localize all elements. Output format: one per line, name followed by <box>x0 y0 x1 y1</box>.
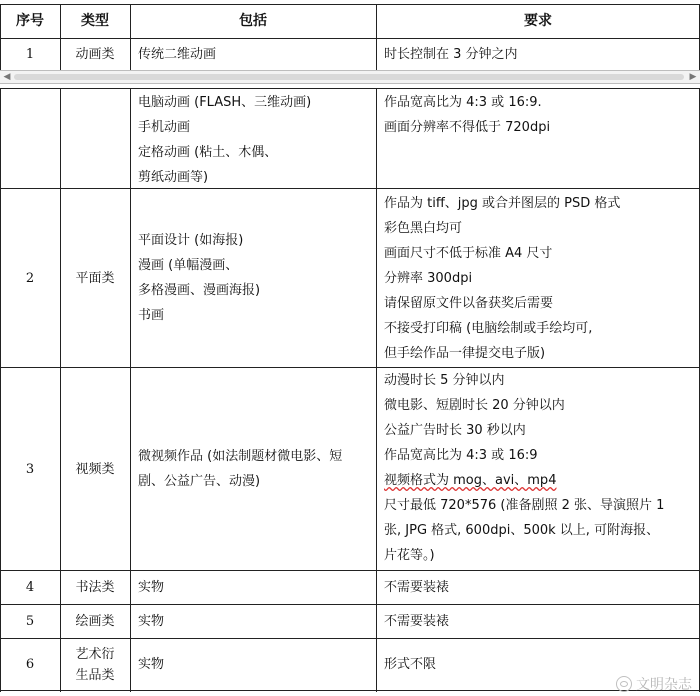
include-item: 多格漫画、漫画海报) <box>138 283 261 298</box>
table-row <box>0 367 700 570</box>
row-requirements: 不需要装裱 <box>384 580 450 595</box>
header-no: 序号 <box>16 13 44 29</box>
row-type: 书法类 <box>75 580 115 595</box>
table-row <box>0 604 700 638</box>
row-type: 视频类 <box>75 461 115 477</box>
table-row <box>0 38 700 70</box>
header-requirements: 要求 <box>524 13 552 29</box>
grid-line <box>130 4 131 70</box>
row-requirements: 不需要装裱 <box>384 614 450 629</box>
requirement-item: 视频格式为 mog、avi、mp4 <box>384 473 557 488</box>
include-item: 漫画 (单幅漫画、 <box>138 258 239 273</box>
requirement-item: 张, JPG 格式, 600dpi、500k 以上, 可附海报、 <box>384 523 660 538</box>
requirement-item: 作品宽高比为 4:3 或 16:9. <box>384 95 542 110</box>
requirement-item: 作品宽高比为 4:3 或 16:9 <box>384 448 538 463</box>
row-includes: 实物 <box>138 657 165 672</box>
row-includes <box>130 189 376 367</box>
row-requirements: 时长控制在 3 分钟之内 <box>384 47 518 62</box>
row-number <box>0 89 60 188</box>
requirement-item: 但手绘作品一律提交电子版) <box>384 345 546 361</box>
row-number: 1 <box>25 47 35 62</box>
watermark <box>616 674 692 694</box>
watermark-text: 文明杂志 <box>636 677 692 693</box>
arrow-left-icon[interactable]: ◀ <box>3 72 11 82</box>
include-item: 微视频作品 (如法制题材微电影、短 <box>138 449 343 464</box>
requirement-item: 动漫时长 5 分钟以内 <box>384 373 505 388</box>
row-includes: 实物 <box>138 580 165 595</box>
row-includes <box>130 89 376 188</box>
requirement-item: 请保留原文件以备获奖后需要 <box>384 295 554 311</box>
table-row <box>0 88 700 188</box>
row-includes: 传统二维动画 <box>138 47 217 62</box>
row-type: 动画类 <box>75 47 115 62</box>
grid-line <box>60 88 61 692</box>
arrow-right-icon[interactable]: ▶ <box>689 72 697 82</box>
include-item: 剪纸动画等) <box>138 170 209 185</box>
grid-line <box>130 88 131 692</box>
row-number: 4 <box>25 580 35 595</box>
grid-line <box>376 4 377 70</box>
include-item: 剧、公益广告、动漫) <box>138 474 261 489</box>
row-type: 平面类 <box>75 270 115 286</box>
requirement-item: 画面尺寸不低于标准 A4 尺寸 <box>384 245 553 261</box>
include-item: 电脑动画 (FLASH、三维动画) <box>138 95 312 110</box>
row-type <box>60 639 130 690</box>
row-requirements: 形式不限 <box>384 657 437 672</box>
requirement-item: 片花等。) <box>384 548 435 563</box>
include-item: 平面设计 (如海报) <box>138 233 244 248</box>
requirement-item: 尺寸最低 720*576 (准备剧照 2 张、导演照片 1 <box>384 498 665 513</box>
requirement-item: 不接受打印稿 (电脑绘制或手绘均可, <box>384 320 593 336</box>
row-number: 2 <box>25 270 35 286</box>
include-item: 定格动画 (粘土、木偶、 <box>138 145 278 160</box>
requirement-item: 分辨率 300dpi <box>384 270 473 286</box>
table-row <box>0 570 700 604</box>
type-line: 生品类 <box>75 667 115 683</box>
type-line: 艺术衍 <box>75 646 115 662</box>
requirement-item: 彩色黑白均可 <box>384 220 463 236</box>
header-includes: 包括 <box>239 13 267 29</box>
grid-line <box>0 4 1 70</box>
requirement-item: 画面分辨率不得低于 720dpi <box>384 120 551 135</box>
weibo-icon <box>616 676 632 692</box>
grid-line <box>376 88 377 692</box>
row-requirements <box>376 189 700 367</box>
requirement-item: 微电影、短剧时长 20 分钟以内 <box>384 398 565 413</box>
table-header <box>0 4 700 38</box>
table-row <box>0 638 700 691</box>
row-number: 3 <box>25 461 35 477</box>
row-requirements <box>376 89 700 188</box>
scrollbar-thumb[interactable] <box>14 74 684 80</box>
row-type <box>60 89 130 188</box>
requirement-item: 公益广告时长 30 秒以内 <box>384 423 526 438</box>
grid-line <box>0 88 1 692</box>
row-type: 绘画类 <box>75 614 115 629</box>
row-number: 5 <box>25 614 35 629</box>
include-item: 手机动画 <box>138 120 191 135</box>
row-requirements <box>376 368 700 570</box>
grid-line <box>60 4 61 70</box>
row-includes <box>130 368 376 570</box>
header-type: 类型 <box>81 13 109 29</box>
row-number: 6 <box>25 657 35 672</box>
requirement-item: 作品为 tiff、jpg 或合并图层的 PSD 格式 <box>384 195 621 211</box>
row-includes: 实物 <box>138 614 165 629</box>
include-item: 书画 <box>138 308 165 323</box>
table-row <box>0 188 700 367</box>
horizontal-scrollbar[interactable] <box>0 70 700 84</box>
